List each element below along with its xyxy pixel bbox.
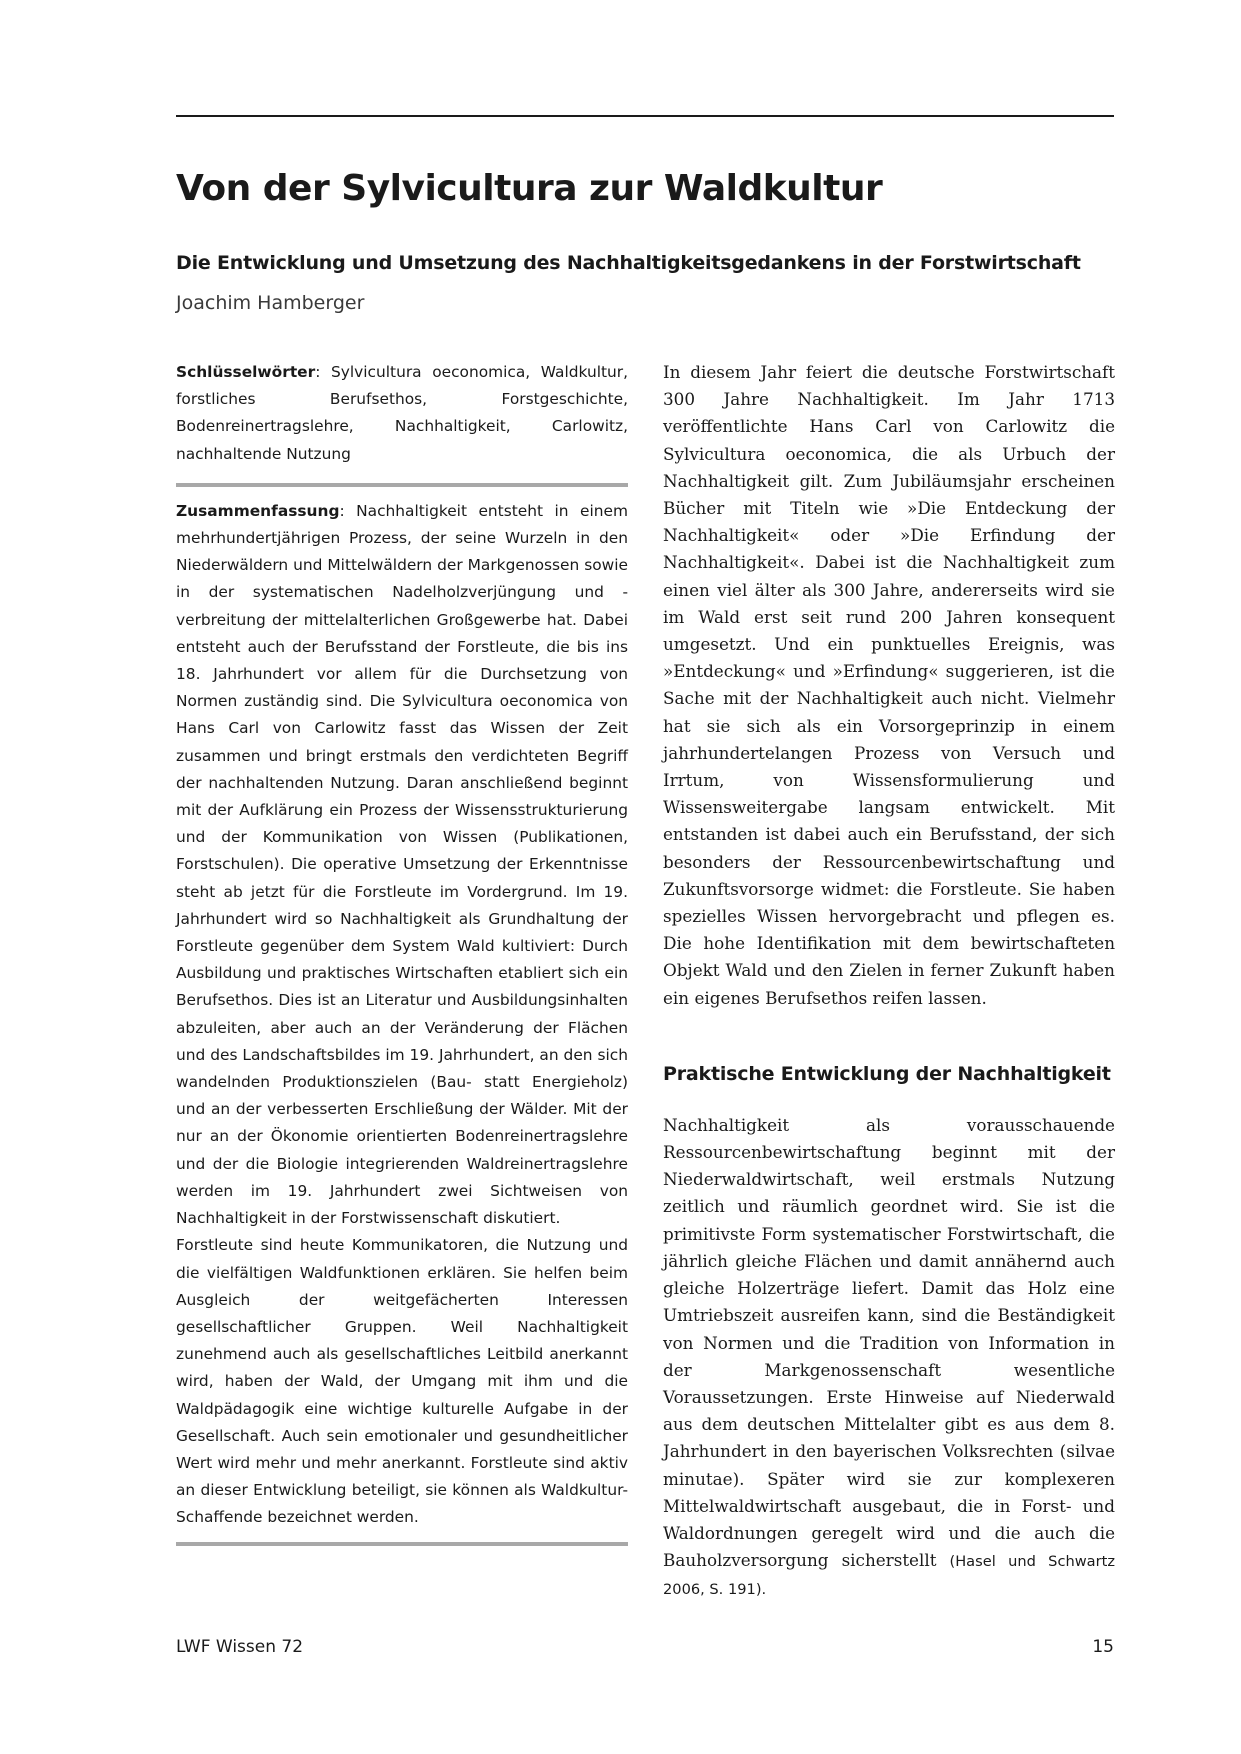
- section-text: Nachhaltigkeit als vorausschauende Ressourcenbewirtschaftung beginnt mit der Niederwaldwirtschaft, weil erstmals Nutzung zeitlich und räumlich geordnet wird. Sie ist die primitivste Form systematischer Forstwirtschaft, die jährlich gleiche Flächen und damit annähernd auch gleiche Holzerträge liefert. Damit das Holz eine Umtriebszeit ausreifen kann, sind die Beständigkeit von Normen und die Tradition von Information in der Markgenossenschaft wesentliche Voraussetzungen. Erste Hinweise auf Niederwald aus dem deutschen Mittelalter gibt es aus dem 8. Jahrhundert in den bayerischen Volksrechten (silvae minutae). Später wird sie zur komplexeren Mittelwaldwirtschaft ausgebaut, die in Forst- und Waldordnungen geregelt wird und die auch die Bauholzversorgung sicherstellt: [663, 1114, 1115, 1571]
- keywords-label: Schlüsselwörter: [176, 363, 316, 381]
- abstract-paragraph-1: [176, 498, 628, 1232]
- citation: (Hasel und Schwartz 2006, S. 191).: [663, 1553, 1115, 1599]
- keywords-block: [176, 359, 628, 468]
- footer-publication: LWF Wissen 72: [176, 1637, 304, 1657]
- right-column: [663, 359, 1115, 1604]
- left-column: [176, 359, 628, 1546]
- abstract-bottom-rule: [176, 1542, 628, 1546]
- top-rule: [176, 115, 1114, 117]
- abstract-top-rule: [176, 483, 628, 487]
- article-subtitle: Die Entwicklung und Umsetzung des Nachhaltigkeitsgedankens in der Forstwirtschaft: [176, 252, 1081, 274]
- intro-paragraph: In diesem Jahr feiert die deutsche Forstwirtschaft 300 Jahre Nachhaltigkeit. Im Jahr 1713 veröffentlichte Hans Carl von Carlowitz die Sylvicultura oeconomica, die als Urbuch der Nachhaltigkeit gilt. Zum Jubiläumsjahr erscheinen Bücher mit Titeln wie »Die Entdeckung der Nachhaltigkeit« oder »Die Erfindung der Nachhaltigkeit«. Dabei ist die Nachhaltigkeit zum einen viel älter als 300 Jahre, andererseits wird sie im Wald erst seit rund 200 Jahren konsequent umgesetzt. Und ein punktuelles Ereignis, was »Entdeckung« und »Erfindung« suggerieren, ist die Sache mit der Nachhaltigkeit auch nicht. Vielmehr hat sie sich als ein Vorsorgeprinzip in einem jahrhundertelangen Prozess von Versuch und Irrtum, von Wissensformulierung und Wissensweitergabe langsam entwickelt. Mit entstanden ist dabei auch ein Berufsstand, der sich besonders der Ressourcenbewirtschaftung und Zukunftsvorsorge widmet: die Forstleute. Sie haben spezielles Wissen hervorgebracht und pflegen es. Die hohe Identifikation mit dem bewirtschafteten Objekt Wald und den Zielen in ferner Zukunft haben ein eigenes Berufsethos reifen lassen.: [663, 362, 1115, 1008]
- abstract-text-1: : Nachhaltigkeit entsteht in einem mehrhundertjährigen Prozess, der seine Wurzeln in den Niederwäldern und Mittelwäldern der Markgenossen sowie in der systematischen Nadelholzverjüngung und -verbreitung der mittelalterlichen Großgewerbe hat. Dabei entsteht auch der Berufsstand der Forstleute, die bis ins 18. Jahrhundert vor allem für die Durchsetzung von Normen zuständig sind. Die Sylvicultura oeconomica von Hans Carl von Carlowitz fasst das Wissen der Zeit zusammen und bringt erstmals den verdichteten Begriff der nachhaltenden Nutzung. Daran anschließend beginnt mit der Aufklärung ein Prozess der Wissensstrukturierung und der Kommunikation von Wissen (Publikationen, Forstschulen). Die operative Umsetzung der Erkenntnisse steht ab jetzt für die Forstleute im Vordergrund. Im 19. Jahrhundert wird so Nachhaltigkeit als Grundhaltung der Forstleute gegenüber dem System Wald kultiviert: Durch Ausbildung und praktisches Wirtschaften etabliert sich ein Berufsethos. Dies ist an Literatur und Ausbildungsinhalten abzuleiten, aber auch an der Veränderung der Flächen und des Landschaftsbildes im 19. Jahrhundert, an den sich wandelnden Produktionszielen (Bau- statt Energieholz) und an der verbesserten Erschließung der Wälder. Mit der nur an der Ökonomie orientierten Bodenreinertragslehre und der die Biologie integrierenden Waldreinertragslehre werden im 19. Jahrhundert zwei Sichtweisen von Nachhaltigkeit in der Forstwissenschaft diskutiert.: [176, 501, 628, 1228]
- abstract-block: [176, 498, 628, 1532]
- section-heading: Praktische Entwicklung der Nachhaltigkeit: [663, 1062, 1111, 1085]
- section-paragraph: [663, 1112, 1115, 1604]
- article-title: Von der Sylvicultura zur Waldkultur: [176, 168, 883, 209]
- article-author: Joachim Hamberger: [176, 292, 365, 314]
- keywords-text: : Sylvicultura oeconomica, Waldkultur, forstliches Berufsethos, Forstgeschichte, Bodenreinertragslehre, Nachhaltigkeit, Carlowitz, nachhaltende Nutzung: [176, 363, 628, 463]
- abstract-paragraph-2: Forstleute sind heute Kommunikatoren, die Nutzung und die vielfältigen Waldfunktionen erklären. Sie helfen beim Ausgleich der weitgefächerten Interessen gesellschaftlicher Gruppen. Weil Nachhaltigkeit zunehmend auch als gesellschaftliches Leitbild anerkannt wird, haben der Wald, der Umgang mit ihm und die Waldpädagogik eine wichtige kulturelle Aufgabe in der Gesellschaft. Auch sein emotionaler und gesundheitlicher Wert wird mehr und mehr anerkannt. Forstleute sind aktiv an dieser Entwicklung beteiligt, sie können als Waldkultur-Schaffende bezeichnet werden.: [176, 1236, 628, 1527]
- abstract-label: Zusammenfassung: [176, 501, 340, 520]
- footer-page-number: 15: [1092, 1637, 1114, 1657]
